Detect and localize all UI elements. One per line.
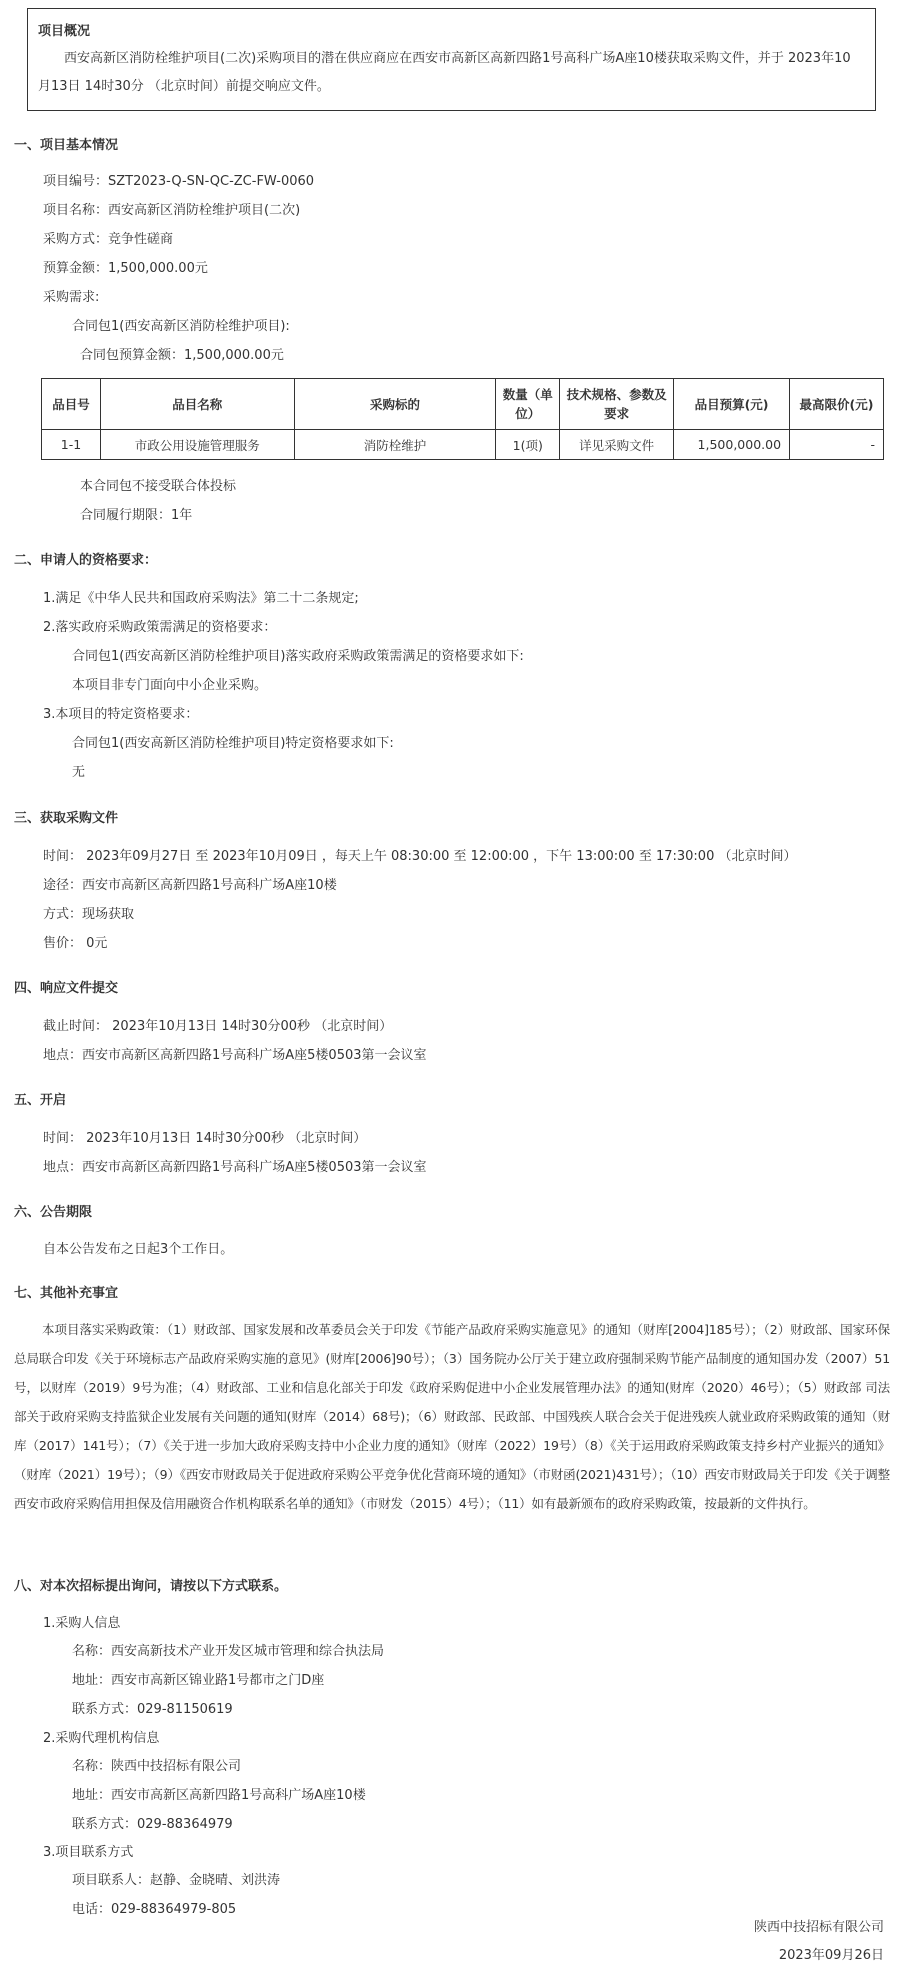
table-row (42, 430, 884, 460)
section-opening-title: 五、开启 (14, 1093, 67, 1108)
requirement-2-package: 合同包1(西安高新区消防栓维护项目)落实政府采购政策需满足的资格要求如下: (72, 649, 524, 664)
project-contact-phone: 电话：029-88364979-805 (72, 1902, 237, 1917)
requirement-2: 2.落实政府采购政策需满足的资格要求： (43, 620, 277, 635)
section-notice-period-title: 六、公告期限 (14, 1205, 93, 1220)
project-contact-title: 3.项目联系方式 (43, 1845, 134, 1860)
section-submission-title: 四、响应文件提交 (14, 981, 119, 996)
table-header-cell: 品目名称 (100, 379, 294, 430)
table-header-cell: 数量（单位） (496, 379, 560, 430)
table-cell: - (790, 430, 884, 460)
purchaser-phone: 联系方式：029-81150619 (72, 1702, 233, 1717)
table-header-cell: 最高限价(元) (790, 379, 884, 430)
opening-time: 时间： 2023年10月13日 14时30分00秒 （北京时间） (43, 1131, 367, 1146)
project-name: 项目名称：西安高新区消防栓维护项目(二次) (43, 203, 301, 218)
notice-period-text: 自本公告发布之日起3个工作日。 (43, 1242, 234, 1257)
procurement-method: 采购方式：竞争性磋商 (43, 232, 174, 247)
purchaser-name: 名称：西安高新技术产业开发区城市管理和综合执法局 (72, 1644, 385, 1659)
section-other-matters-title: 七、其他补充事宜 (14, 1286, 119, 1301)
project-number: 项目编号：SZT2023-Q-SN-QC-ZC-FW-0060 (43, 174, 315, 189)
purchaser-info-title: 1.采购人信息 (43, 1616, 121, 1631)
requirement-1: 1.满足《中华人民共和国政府采购法》第二十二条规定; (43, 591, 359, 606)
table-cell: 1(项) (496, 430, 560, 460)
package-budget: 合同包预算金额：1,500,000.00元 (80, 348, 284, 363)
agency-address: 地址：西安市高新区高新四路1号高科广场A座10楼 (72, 1788, 366, 1803)
table-header-row (42, 379, 884, 430)
table-cell: 消防栓维护 (294, 430, 496, 460)
agency-phone: 联系方式：029-88364979 (72, 1817, 233, 1832)
table-cell: 1,500,000.00 (674, 430, 790, 460)
table-cell: 详见采购文件 (560, 430, 674, 460)
table-header-cell: 品目号 (42, 379, 101, 430)
requirement-2-detail: 本项目非专门面向中小企业采购。 (72, 678, 268, 693)
requirement-3-detail: 无 (72, 765, 86, 780)
agency-name: 名称：陕西中技招标有限公司 (72, 1759, 242, 1774)
items-table (41, 378, 884, 460)
overview-text: 西安高新区消防栓维护项目(二次)采购项目的潜在供应商应在西安市高新区高新四路1号高科广场A座10楼获取采购文件，并于 2023年10月13日 14时30分 （北京时间）前提交响应文件。 (38, 51, 851, 94)
section-qualification-title: 二、申请人的资格要求： (14, 553, 158, 568)
policy-paragraph: 本项目落实采购政策：（1）财政部、国家发展和改革委员会关于印发《节能产品政府采购实施意见》的通知（财库[2004]185号）；（2）财政部、国家环保总局联合印发《关于环境标志产品政府采购实施的意见》(财库[2006]90号）；（3）国务院办公厅关于建立政府强制采购节能产品制度的通知国办发（2007）51号，以财库（2019）9号为准；（4）财政部、工业和信息化部关于印发《政府采购促进中小企业发展管理办法》的通知(财库（2020）46号）；（5）财政部 司法部关于政府采购支持监狱企业发展有关问题的通知(财库（2014）68号)；（6）财政部、民政部、中国残疾人联合会关于促进残疾人就业政府采购政策的通知（财库（2017）141号）；（7）《关于进一步加大政府采购支持中小企业力度的通知》（财库（2022）19号）（8）《关于运用政府采购政策支持乡村产业振兴的通知》（财库（2021）19号）；（9）《西安市财政局关于促进政府采购公平竞争优化营商环境的通知》（市财函(2021)431号）；（10）西安市财政局关于印发《关于调整西安市政府采购信用担保及信用融资合作机构联系名单的通知》（市财发（2015）4号）；（11）如有最新颁布的政府采购政策，按最新的文件执行。 (14, 1322, 890, 1511)
agency-info-title: 2.采购代理机构信息 (43, 1731, 160, 1746)
requirement-3: 3.本项目的特定资格要求： (43, 707, 199, 722)
obtain-route: 途径：西安市高新区高新四路1号高科广场A座10楼 (43, 878, 337, 893)
procurement-demand: 采购需求: (43, 290, 100, 305)
contract-term: 合同履行期限：1年 (80, 508, 193, 523)
table-header-cell: 品目预算(元) (674, 379, 790, 430)
signature-company: 陕西中技招标有限公司 (753, 1920, 884, 1935)
table-header-cell: 技术规格、参数及要求 (560, 379, 674, 430)
signature-date: 2023年09月26日 (778, 1948, 884, 1963)
project-overview-box (27, 8, 876, 111)
project-contact-people: 项目联系人：赵静、金晓晴、刘洪涛 (72, 1873, 281, 1888)
section-contact-title: 八、对本次招标提出询问，请按以下方式联系。 (14, 1579, 288, 1594)
section-basic-info-title: 一、项目基本情况 (14, 138, 119, 153)
purchaser-address: 地址：西安市高新区锦业路1号都市之门D座 (72, 1673, 325, 1688)
contract-package: 合同包1(西安高新区消防栓维护项目): (72, 319, 290, 334)
no-consortium-note: 本合同包不接受联合体投标 (80, 479, 237, 494)
obtain-price: 售价： 0元 (43, 936, 108, 951)
opening-place: 地点：西安市高新区高新四路1号高科广场A座5楼0503第一会议室 (43, 1160, 427, 1175)
overview-title: 项目概况 (38, 24, 91, 39)
submission-deadline: 截止时间： 2023年10月13日 14时30分00秒 （北京时间） (43, 1019, 393, 1034)
table-cell: 市政公用设施管理服务 (100, 430, 294, 460)
section-obtain-docs-title: 三、获取采购文件 (14, 811, 119, 826)
budget-amount: 预算金额：1,500,000.00元 (43, 261, 208, 276)
table-header-cell: 采购标的 (294, 379, 496, 430)
table-cell: 1-1 (42, 430, 101, 460)
requirement-3-package: 合同包1(西安高新区消防栓维护项目)特定资格要求如下: (72, 736, 394, 751)
submission-place: 地点：西安市高新区高新四路1号高科广场A座5楼0503第一会议室 (43, 1048, 427, 1063)
obtain-time: 时间： 2023年09月27日 至 2023年10月09日 ，每天上午 08:30:00 至 12:00:00 ，下午 13:00:00 至 17:30:00 （北京时间） (43, 849, 797, 864)
obtain-way: 方式：现场获取 (43, 907, 135, 922)
